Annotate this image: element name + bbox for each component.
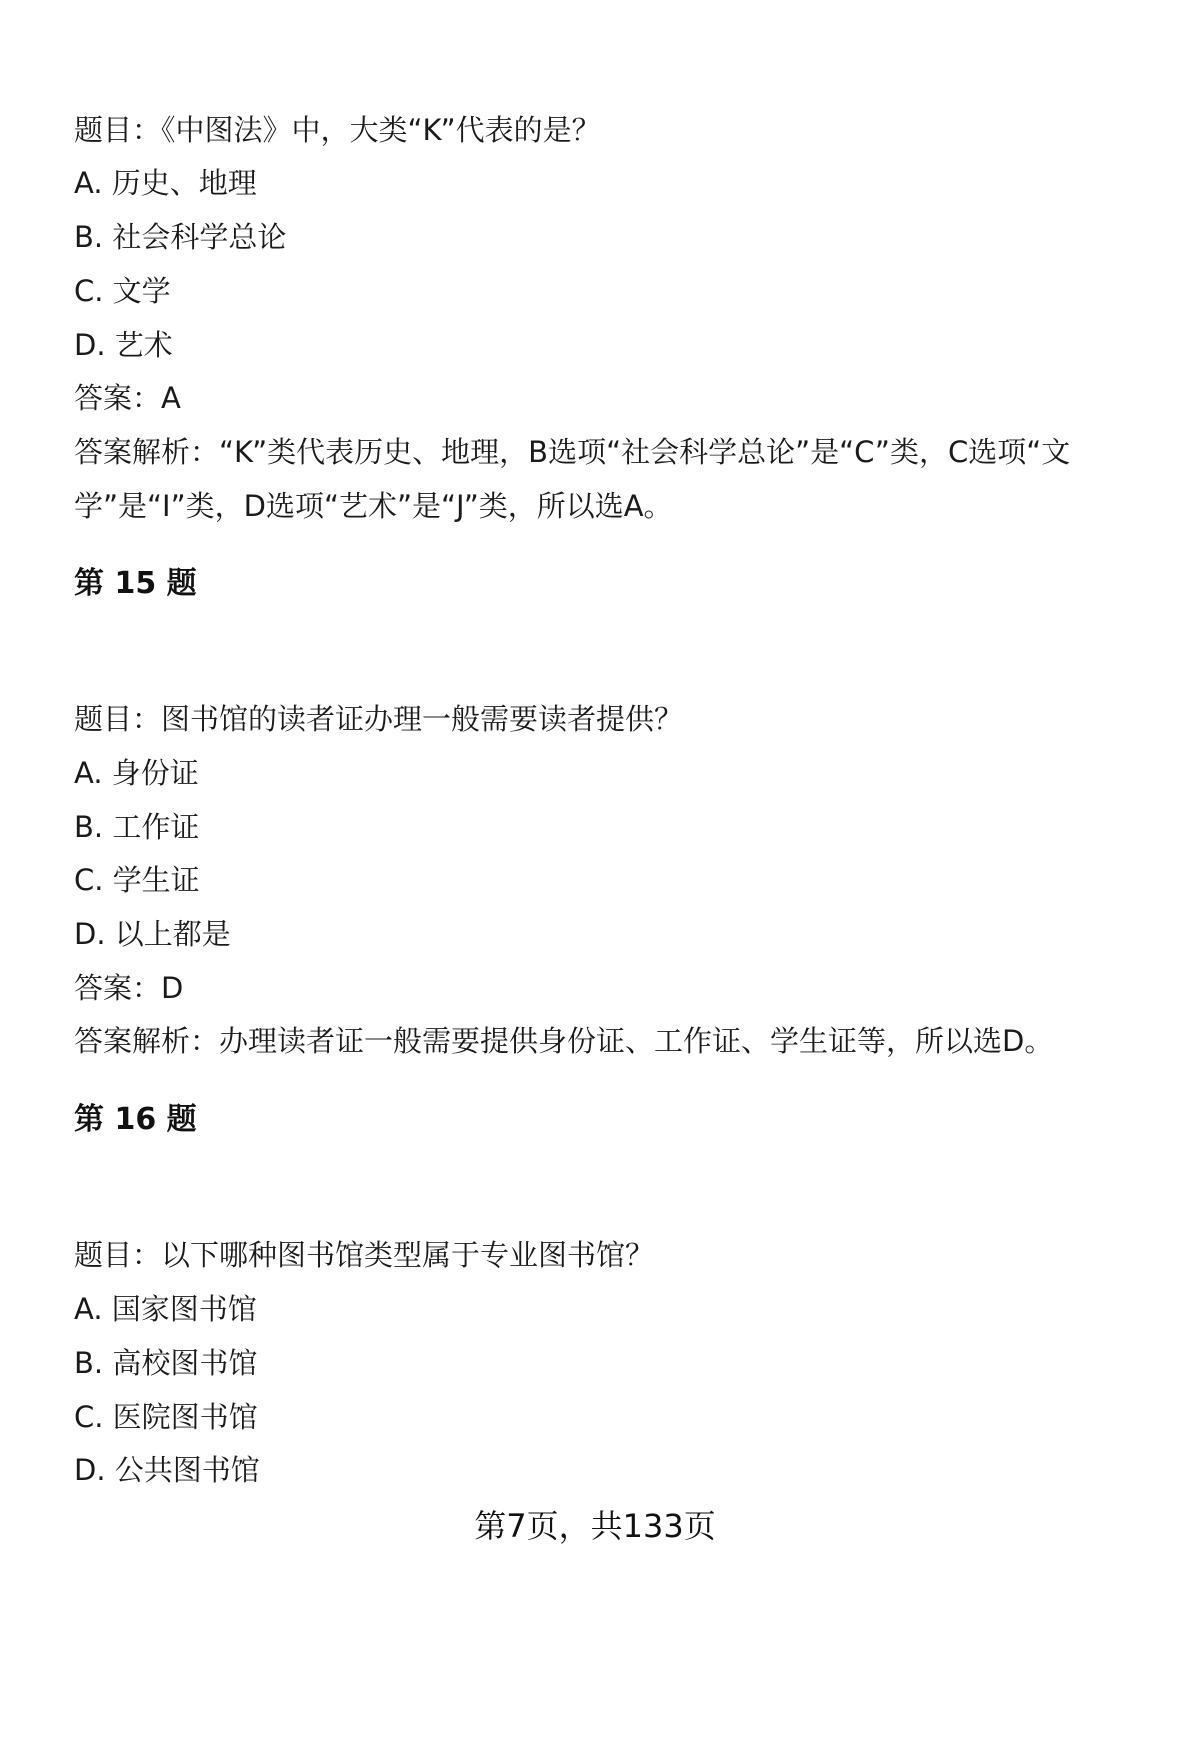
option-c: C. 文学 xyxy=(74,274,171,308)
option-a: A. 历史、地理 xyxy=(74,166,257,200)
option-a: A. 身份证 xyxy=(74,756,199,790)
option-c: C. 学生证 xyxy=(74,863,200,897)
question-heading: 第 16 题 xyxy=(74,1102,197,1137)
option-b: B. 高校图书馆 xyxy=(74,1346,258,1380)
option-a: A. 国家图书馆 xyxy=(74,1292,257,1326)
question-text: 题目：以下哪种图书馆类型属于专业图书馆？ xyxy=(74,1238,655,1272)
answer: 答案：D xyxy=(74,971,184,1005)
option-d: D. 艺术 xyxy=(74,328,173,362)
option-b: B. 工作证 xyxy=(74,810,200,844)
question-heading: 第 15 题 xyxy=(74,566,197,601)
option-d: D. 以上都是 xyxy=(74,917,231,951)
explanation-line-1: 答案解析：办理读者证一般需要提供身份证、工作证、学生证等，所以选D。 xyxy=(74,1024,1054,1058)
option-b: B. 社会科学总论 xyxy=(74,220,287,254)
option-d: D. 公共图书馆 xyxy=(74,1453,260,1487)
question-text: 题目：图书馆的读者证办理一般需要读者提供？ xyxy=(74,702,684,736)
answer: 答案：A xyxy=(74,381,181,415)
explanation-line-2: 学”是“I”类，D选项“艺术”是“J”类，所以选A。 xyxy=(74,489,673,523)
option-c: C. 医院图书馆 xyxy=(74,1400,258,1434)
question-text: 题目：《中图法》中，大类“K”代表的是？ xyxy=(74,113,601,147)
page-number: 第7页，共133页 xyxy=(474,1507,716,1545)
explanation-line-1: 答案解析：“K”类代表历史、地理，B选项“社会科学总论”是“C”类，C选项“文 xyxy=(74,435,1071,469)
